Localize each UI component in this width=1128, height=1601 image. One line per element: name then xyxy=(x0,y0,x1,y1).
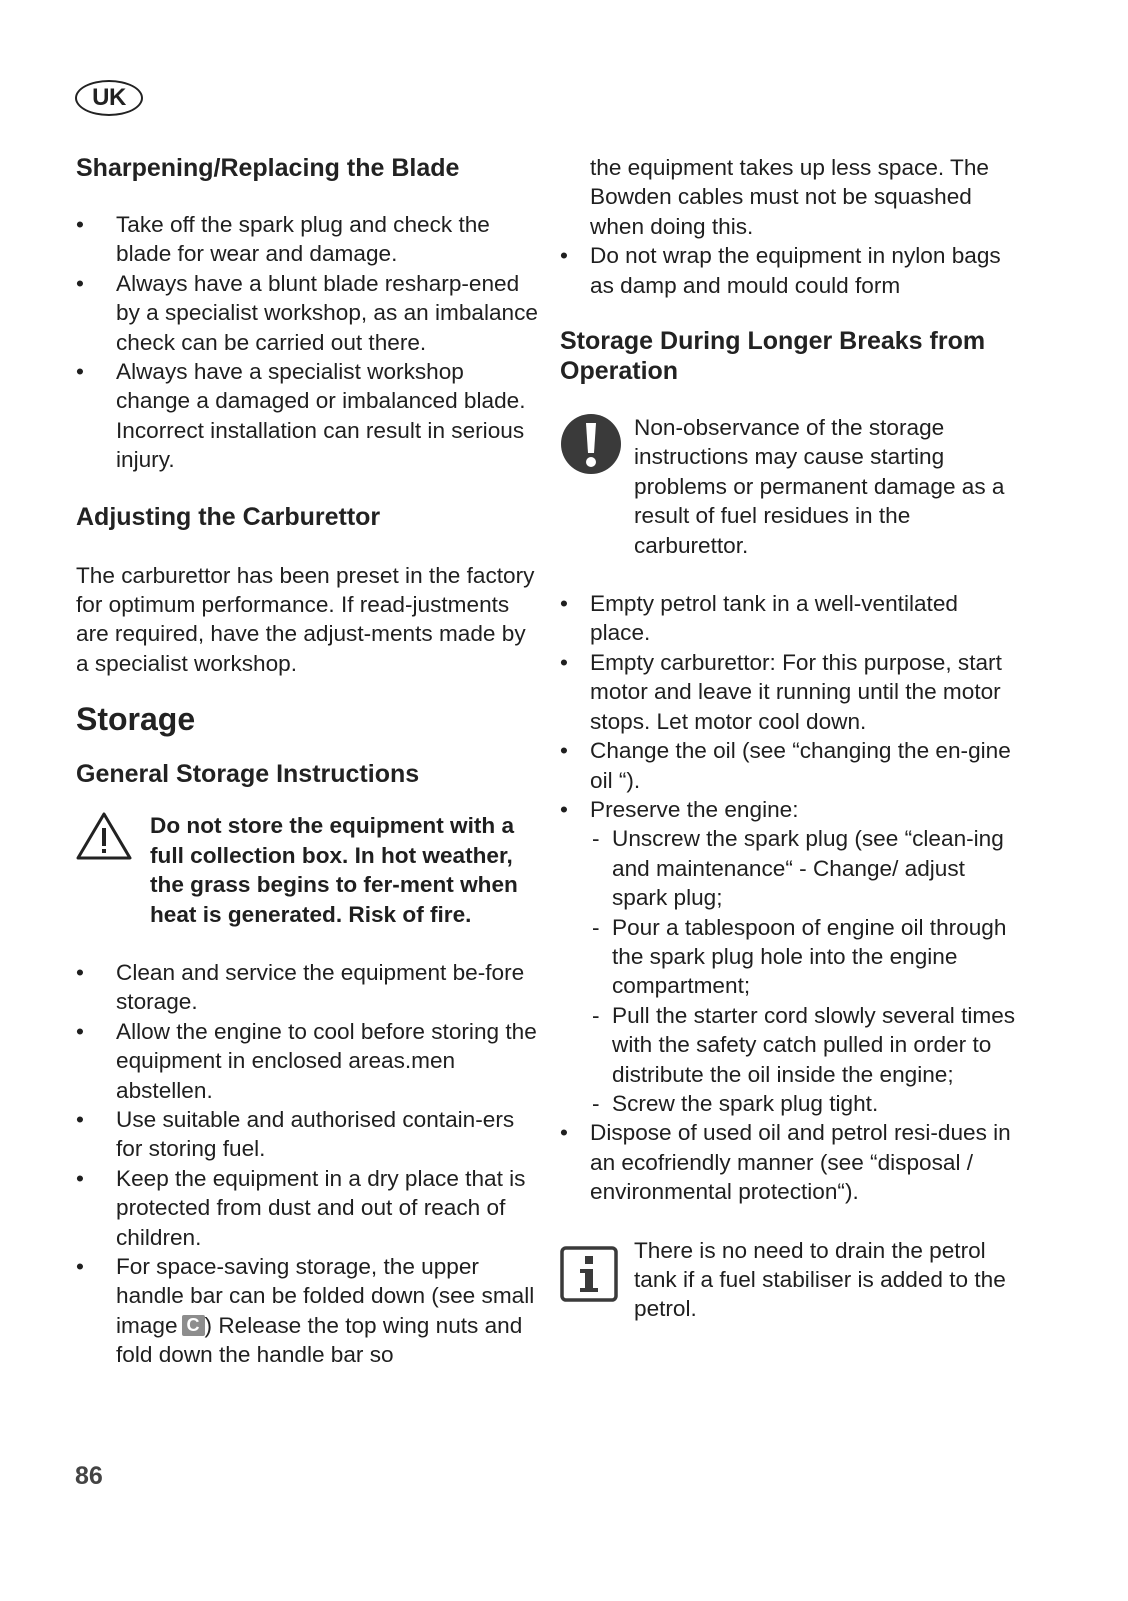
country-badge: UK xyxy=(75,80,143,116)
page-number: 86 xyxy=(75,1462,103,1490)
list-item: • Clean and service the equipment be-fore storage. xyxy=(76,958,538,1017)
exclamation-circle-icon xyxy=(560,413,622,482)
caution-notice xyxy=(560,413,1020,560)
nylon-list xyxy=(560,241,1020,300)
sub-list-item: - Screw the spark plug tight. xyxy=(590,1089,1020,1118)
list-item: • Keep the equipment in a dry place that is protected from dust and out of reach of children. xyxy=(76,1164,538,1252)
list-item: • Dispose of used oil and petrol resi-dues in an ecofriendly manner (see “disposal / environmental protection“). xyxy=(560,1118,1020,1206)
image-reference-badge: C xyxy=(182,1315,205,1336)
list-item: • Change the oil (see “changing the en-gine oil “). xyxy=(560,736,1020,795)
longer-breaks-list xyxy=(560,589,1020,1207)
warning-text: Do not store the equipment with a full collection box. In hot weather, the grass begins to fer-ment when heat is generated. Risk of fire. xyxy=(150,813,518,927)
sub-list-item: - Unscrew the spark plug (see “clean-ing and maintenance“ - Change/ adjust spark plug; xyxy=(590,824,1020,912)
sub-list-item: - Pull the starter cord slowly several times with the safety catch pulled in order to distribute the oil inside the engine; xyxy=(590,1001,1020,1089)
right-column xyxy=(560,153,1020,1324)
warning-triangle-icon xyxy=(76,811,132,868)
list-item: • Always have a blunt blade resharp-ened by a specialist workshop, as an imbalance check can be carried out there. xyxy=(76,269,538,357)
list-item: • Empty petrol tank in a well-ventilated place. xyxy=(560,589,1020,648)
preserve-sublist xyxy=(590,824,1020,1118)
info-notice xyxy=(560,1236,1020,1324)
carburettor-heading: Adjusting the Carburettor xyxy=(76,502,381,531)
sub-list-item: - Pour a tablespoon of engine oil through the spark plug hole into the engine compartment; xyxy=(590,913,1020,1001)
storage-list xyxy=(76,958,538,1370)
list-item xyxy=(560,795,1020,1118)
info-icon xyxy=(560,1246,618,1309)
preserve-engine-label: Preserve the engine: xyxy=(590,796,799,822)
fold-text-before: For space-saving storage, the upper handle bar can be folded down (see small image xyxy=(116,1253,535,1338)
list-item xyxy=(76,1252,538,1370)
caution-text: Non-observance of the storage instructions may cause starting problems or permanent damage as a result of fuel residues in the carburettor. xyxy=(634,415,1005,558)
sharpening-heading: Sharpening/Replacing the Blade xyxy=(76,154,460,182)
sharpening-list xyxy=(76,210,538,475)
list-item: • Empty carburettor: For this purpose, start motor and leave it running until the motor stops. Let motor cool down. xyxy=(560,648,1020,736)
general-storage-heading: General Storage Instructions xyxy=(76,760,420,789)
info-text: There is no need to drain the petrol tank if a fuel stabiliser is added to the petrol. xyxy=(634,1237,1006,1322)
list-item: • Allow the engine to cool before storing the equipment in enclosed areas.men abstellen. xyxy=(76,1017,538,1105)
list-item: • Always have a specialist workshop change a damaged or imbalanced blade. Incorrect installation can result in serious injury. xyxy=(76,357,538,475)
storage-title: Storage xyxy=(76,701,196,738)
left-column xyxy=(76,153,538,1370)
fire-warning xyxy=(76,811,538,929)
carburettor-text: The carburettor has been preset in the factory for optimum performance. If read-justments are required, have the adjust-ments made by a specialist workshop. xyxy=(76,562,535,676)
fold-text-after: ) Release the top wing nuts and fold down the handle bar so xyxy=(116,1312,523,1368)
list-item: • Take off the spark plug and check the blade for wear and damage. xyxy=(76,210,538,269)
continuation-text: the equipment takes up less space. The Bowden cables must not be squashed when doing this. xyxy=(590,155,989,239)
longer-breaks-heading: Storage During Longer Breaks from Operation xyxy=(560,327,986,386)
list-item: • Do not wrap the equipment in nylon bags as damp and mould could form xyxy=(560,241,1020,300)
list-item: • Use suitable and authorised contain-ers for storing fuel. xyxy=(76,1105,538,1164)
